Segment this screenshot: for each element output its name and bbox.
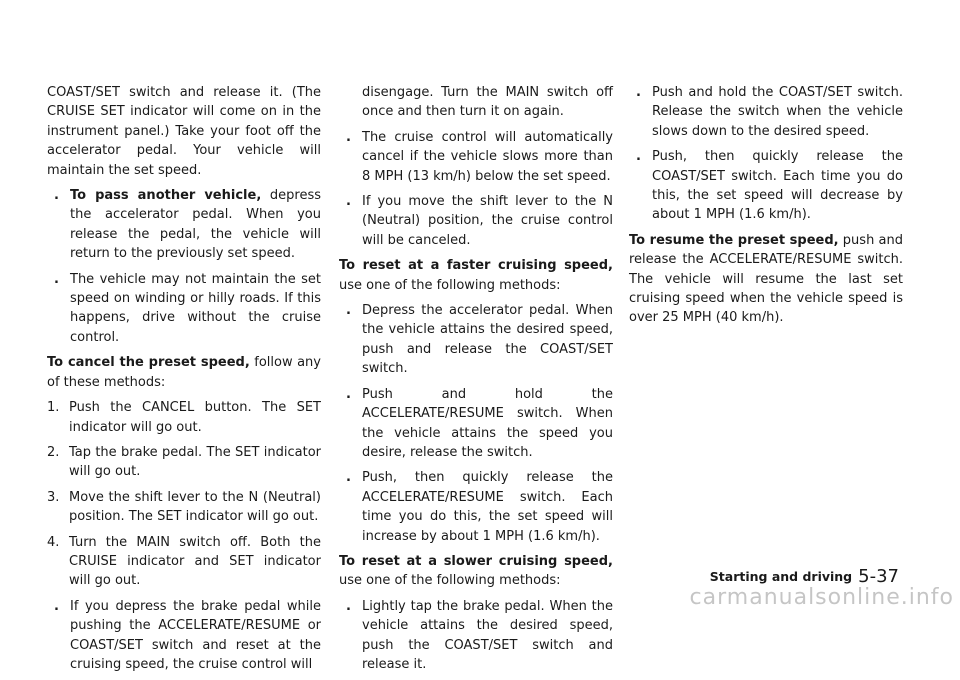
resume-lead: To resume the preset speed, [629, 232, 839, 248]
bullet-neutral-cancel [339, 192, 613, 250]
bullet-slower-method [629, 147, 903, 225]
step-number: 4. [47, 534, 60, 550]
paragraph-reset-faster [339, 256, 613, 295]
bullet-marker: . [54, 271, 59, 287]
bullet-marker: . [346, 194, 351, 210]
bullet-faster-method [339, 385, 613, 463]
step-number: 3. [47, 489, 60, 505]
step-item [47, 533, 321, 591]
bullet-slower-method [339, 597, 613, 675]
bullet-continuation [339, 83, 613, 122]
text-column-2 [339, 83, 613, 680]
bullet-marker: . [54, 598, 59, 614]
bullet-text: Push and hold the ACCELERATE/RESUME switch. When the vehicle attains the speed you desire, release the switch. [362, 386, 613, 460]
bullet-text: The cruise control will automatically cancel if the vehicle slows more than 8 MPH (13 km/h) below the set speed. [362, 129, 613, 184]
bullet-marker: . [636, 149, 641, 165]
bullet-marker: . [346, 470, 351, 486]
bullet-text: Push, then quickly release the COAST/SET switch. Each time you do this, the set speed will decrease by about 1 MPH (1.6 km/h). [652, 149, 903, 223]
bullet-text: If you depress the brake pedal while pushing the ACCELERATE/RESUME or COAST/SET switch and reset at the cruising speed, the cruise control will [70, 598, 321, 672]
bullet-text: disengage. Turn the MAIN switch off once and then turn it on again. [362, 85, 613, 120]
step-item [47, 398, 321, 437]
footer-section-title: Starting and driving [709, 569, 853, 584]
step-number: 1. [47, 400, 60, 416]
step-text: Tap the brake pedal. The SET indicator will go out. [69, 444, 321, 480]
step-text: Push the CANCEL button. The SET indicator will go out. [69, 400, 321, 435]
bullet-faster-method [339, 468, 613, 546]
bullet-text: Depress the accelerator pedal. When the vehicle attains the desired speed, push and release the COAST/SET switch. [362, 303, 613, 377]
faster-lead: To reset at a faster cruising speed, [339, 258, 613, 274]
bullet-marker: . [346, 303, 351, 319]
bullet-pass-vehicle [47, 186, 321, 264]
text-column-3 [629, 83, 903, 334]
step-text: Turn the MAIN switch off. Both the CRUISE indicator and SET indicator will go out. [69, 534, 321, 589]
bullet-text: Lightly tap the brake pedal. When the vehicle attains the desired speed, push the COAST/SET switch and release it. [362, 598, 613, 672]
step-number: 2. [47, 444, 60, 460]
page-number: 5-37 [858, 566, 899, 587]
slower-text: use one of the following methods: [339, 573, 561, 589]
step-item [47, 443, 321, 482]
cancel-text: follow any of these methods: [47, 355, 321, 390]
bullet-brake-while-pushing [47, 597, 321, 675]
paragraph-coast-set: COAST/SET switch and release it. (The CRUISE SET indicator will come on in the instrument panel.) Take your foot off the accelerator pedal. Your vehicle will maintain the set speed. [47, 85, 321, 178]
bullet-slower-method [629, 83, 903, 141]
cancel-lead: To cancel the preset speed, [47, 355, 250, 371]
bullet-text: depress the accelerator pedal. When you release the pedal, the vehicle will return to the previously set speed. [70, 188, 321, 262]
bullet-text: If you move the shift lever to the N (Neutral) position, the cruise control will be canceled. [362, 194, 613, 248]
paragraph-resume-speed [629, 231, 903, 328]
bullet-marker: . [346, 129, 351, 145]
bullet-marker: . [346, 386, 351, 402]
slower-lead: To reset at a slower cruising speed, [339, 553, 613, 569]
bullet-marker: . [346, 598, 351, 614]
step-item [47, 488, 321, 527]
bullet-marker: . [636, 85, 641, 100]
paragraph-cancel-speed [47, 353, 321, 392]
bullet-auto-cancel [339, 128, 613, 186]
bullet-faster-method [339, 301, 613, 379]
bullet-text: Push and hold the COAST/SET switch. Release the switch when the vehicle slows down to the desired speed. [652, 85, 903, 139]
paragraph-reset-slower [339, 552, 613, 591]
bullet-lead: To pass another vehicle, [70, 188, 262, 204]
watermark: carmanualsonline.info [689, 584, 954, 610]
step-text: Move the shift lever to the N (Neutral) position. The SET indicator will go out. [69, 489, 321, 525]
bullet-marker: . [54, 188, 59, 204]
bullet-text: Push, then quickly release the ACCELERATE/RESUME switch. Each time you do this, the set speed will increase by about 1 MPH (1.6 km/h). [362, 470, 613, 544]
resume-text: push and release the ACCELERATE/RESUME switch. The vehicle will resume the last set cruising speed when the vehicle speed is over 25 MPH (40 km/h). [629, 232, 903, 326]
faster-text: use one of the following methods: [339, 277, 561, 293]
bullet-text: The vehicle may not maintain the set speed on winding or hilly roads. If this happens, drive without the cruise control. [70, 271, 321, 345]
bullet-winding-roads [47, 270, 321, 348]
text-column-1 [47, 83, 321, 680]
